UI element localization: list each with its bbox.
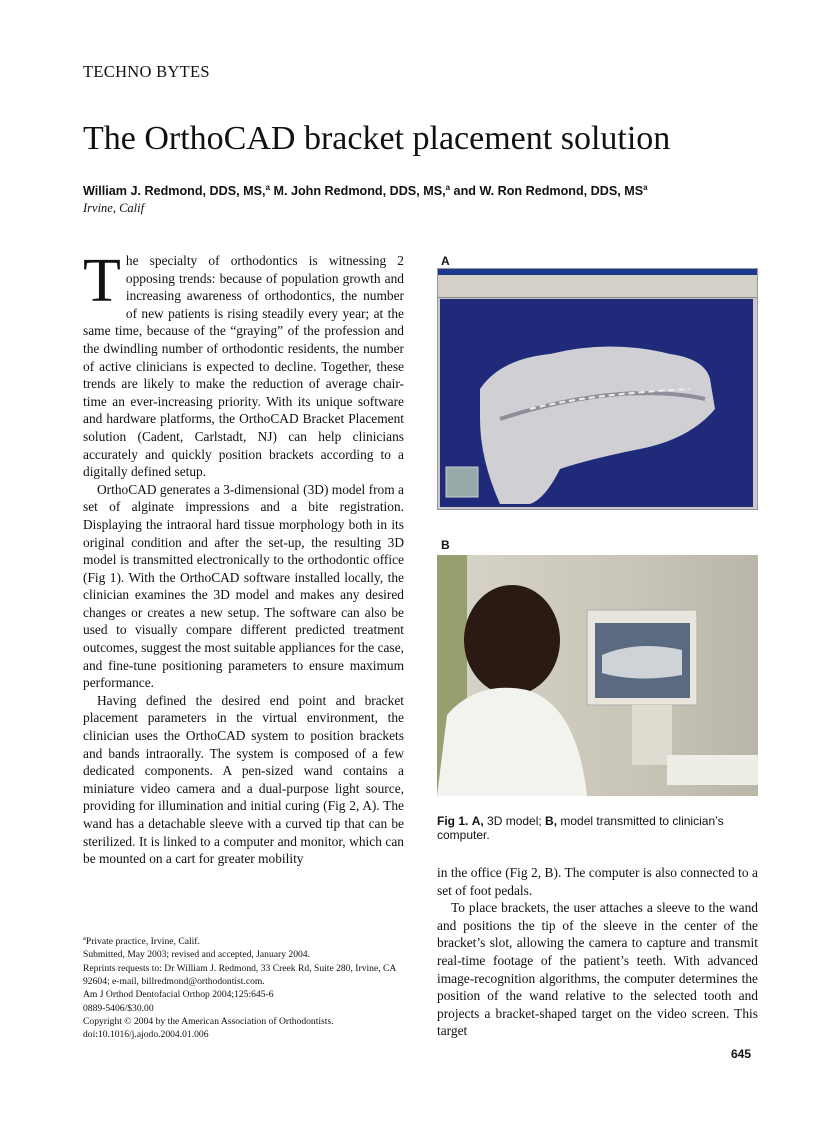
paragraph: To place brackets, the user attaches a sleeve to the wand and positions the tip of the sleeve in the center of the bracket’s slot, allowing the camera to capture and transmit real-time footage of the patient’s teeth. With advanced image-recognition algorithms, the computer determines the position of the wand relative to the selected tooth and projects a bracket-shaped target on the video screen. This target bbox=[437, 900, 758, 1039]
section-header: TECHNO BYTES bbox=[83, 62, 210, 81]
figure-caption: Fig 1. A, 3D model; B, model transmitted to clinician’s computer. bbox=[437, 814, 724, 842]
article-title: The OrthoCAD bracket placement solution bbox=[83, 120, 671, 157]
dental-model-graphic bbox=[440, 299, 755, 509]
paragraph: in the office (Fig 2, B). The computer is also connected to a set of foot pedals. bbox=[437, 865, 758, 898]
paragraph: Having defined the desired end point and bracket placement parameters in the virtual environment, the clinician uses the OrthoCAD system to position brackets and bands intraorally. The system is composed of a few dedicated components. A pen-sized wand contains a miniature video camera and a dual-purpose light source, providing for illumination and initial curing (Fig 2, A). The wand has a detachable sleeve with a curved tip that can be sterilized. It is linked to a computer and monitor, which can be mounted on a cart for greater mobility bbox=[83, 692, 404, 867]
figure-label-b: B bbox=[441, 538, 450, 552]
figure-label-a: A bbox=[441, 254, 450, 268]
author-list: William J. Redmond, DDS, MS,$^a$ M. John Redmond, DDS, MS,$^a$ and W. Ron Redmond, DDS, $MS^a$ bbox=[83, 183, 648, 199]
figure-b-clinician-photo bbox=[437, 555, 758, 796]
figure-a-3d-model-image bbox=[437, 268, 758, 510]
page-number: 645 bbox=[731, 1047, 752, 1061]
author: and W. Ron Redmond, DDS, MS bbox=[450, 184, 644, 199]
drop-cap: T bbox=[83, 247, 121, 315]
affiliation: Irvine, Calif bbox=[83, 201, 145, 215]
author: M. John Redmond, DDS, MS, bbox=[269, 184, 446, 199]
footnotes: $^a$Private practice, Irvine, Calif. Submitted, May 2003; revised and accepted, January 2004. Reprints requests to: Dr William J. Redmond, 33 Creek Rd, Suite 280, Irvine, CA 92604; e-mail, billredmond@orthodontist.com. Am J Orthod Dentofacial Orthop 2004;125:645-6 0889-5406/$30.00 Copyright © 2004 by the American Association of Orthodontists. doi:10.1016/j.ajodo.2004.01.006 bbox=[83, 935, 396, 1041]
paragraph: OrthoCAD generates a 3-dimensional (3D) model from a set of alginate impressions and a bite registration. Displaying the intraoral hard tissue morphology both in its original condition and after the set-up, the resulting 3D model is transmitted electronically to the orthodontic office (Fig 1). With the OrthoCAD software installed locally, the clinician examines the 3D model and makes any desired changes or creates a new setup. The software can also be used to visually compare different predicted treatment outcomes, suggest the most suitable appliances for the case, and fine-tune positioning parameters to ensure maximum performance. bbox=[83, 481, 404, 691]
body-right-column bbox=[437, 864, 758, 1040]
author: William J. Redmond, DDS, MS, bbox=[83, 184, 266, 199]
body-left-column bbox=[83, 247, 404, 868]
paragraph: The specialty of orthodontics is witnessing 2 opposing trends: because of population growth and increasing awareness of orthodontics, the number of new patients is rising steadily every year; at the same time, because of the “graying” of the profession and the dwindling number of orthodontic residents, the number of active clinicians is expected to decline. Together, these trends are likely to make the reduction of average chair-time an ever-increasing priority. With its unique software and hardware platforms, the OrthoCAD Bracket Placement solution (Cadent, Carlstadt, NJ) can help clinicians accurately and quickly position brackets according to a digitally defined setup. bbox=[83, 247, 404, 480]
